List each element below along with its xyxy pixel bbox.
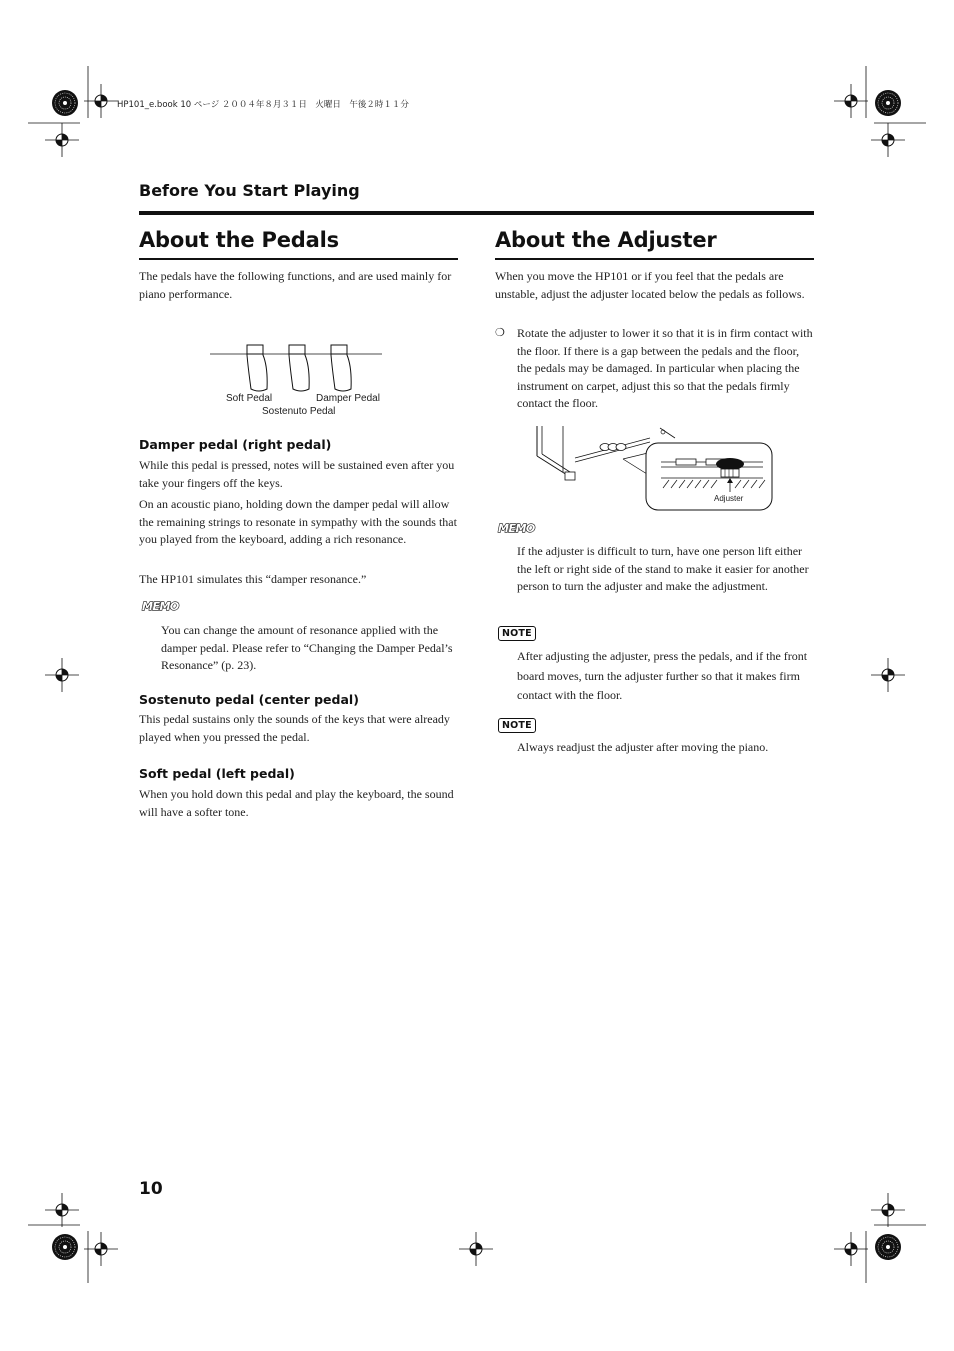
damper-paragraph-2: On an acoustic piano, holding down the damper pedal will allow the remaining strings to resonate in sympathy with the sounds that you played from the keyboard, adding a rich resonance.: [139, 497, 457, 547]
adjuster-heading-rule: [495, 258, 814, 260]
adjuster-memo-text: If the adjuster is difficult to turn, have one person lift either the left or right side of the stand to make it easier for another person to turn the adjuster and make the adjustment.: [517, 544, 809, 594]
damper-paragraph-3: The HP101 simulates this “damper resonance.”: [139, 572, 367, 586]
soft-pedal-illustration: [247, 345, 267, 391]
section-title: Before You Start Playing: [139, 181, 360, 200]
pedals-intro: The pedals have the following functions, and are used mainly for piano performance.: [139, 269, 452, 301]
memo-icon: MEMO: [498, 522, 535, 535]
label-sostenuto-pedal: Sostenuto Pedal: [262, 406, 336, 417]
damper-paragraph-1: While this pedal is pressed, notes will be sustained even after you take your fingers off the keys.: [139, 458, 455, 490]
label-adjuster: Adjuster: [714, 494, 744, 503]
sostenuto-pedal-illustration: [289, 345, 309, 391]
sostenuto-heading: Sostenuto pedal (center pedal): [139, 692, 359, 707]
damper-pedal-illustration: [331, 345, 351, 391]
damper-memo-text: You can change the amount of resonance applied with the damper pedal. Please refer to “Changing the Damper Pedal’s Resonance” (p. 23).: [161, 623, 453, 673]
file-info-header: HP101_e.book 10 ページ ２００４年８月３１日 火曜日 午後２時１１分: [117, 100, 409, 110]
damper-heading: Damper pedal (right pedal): [139, 437, 332, 452]
pedals-heading: About the Pedals: [139, 228, 339, 252]
memo-icon: MEMO: [142, 600, 179, 613]
note-badge: NOTE: [498, 626, 536, 641]
bullet-circle-icon: ❍: [495, 327, 505, 339]
sostenuto-paragraph: This pedal sustains only the sounds of the keys that were already played when you pressed the pedal.: [139, 712, 450, 744]
label-soft-pedal: Soft Pedal: [226, 393, 273, 404]
adjuster-heading: About the Adjuster: [495, 228, 717, 252]
note-1-text: After adjusting the adjuster, press the pedals, and if the front board moves, turn the adjuster further so that it makes firm contact with the floor.: [517, 649, 808, 702]
adjuster-intro: When you move the HP101 or if you feel that the pedals are unstable, adjust the adjuster located below the pedals as follows.: [495, 269, 805, 301]
soft-heading: Soft pedal (left pedal): [139, 766, 295, 781]
section-rule: [139, 211, 814, 215]
note-2-text: Always readjust the adjuster after moving the piano.: [517, 740, 769, 754]
pedals-figure: [210, 342, 382, 396]
label-damper-pedal: Damper Pedal: [316, 393, 380, 404]
adjuster-bullet-text: Rotate the adjuster to lower it so that it is in firm contact with the floor. If there is a gap between the pedals and the floor, the pedals may be damaged. In particular when placing the instrument on carpet, adjust this so that the pedals firmly contact the floor.: [517, 326, 813, 411]
pedals-heading-rule: [139, 258, 458, 260]
note-badge: NOTE: [498, 718, 536, 733]
soft-paragraph: When you hold down this pedal and play the keyboard, the sound will have a softer tone.: [139, 787, 454, 819]
page-number: 10: [139, 1179, 163, 1199]
